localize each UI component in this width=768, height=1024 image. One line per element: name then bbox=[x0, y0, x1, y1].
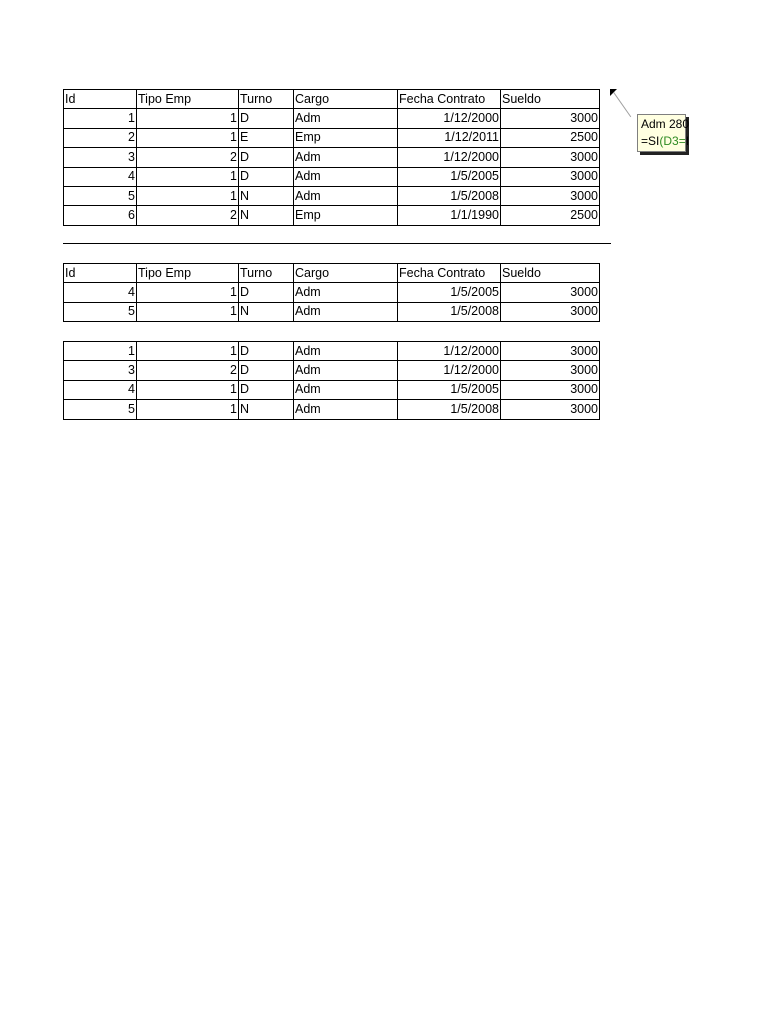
header-turno[interactable]: Turno bbox=[239, 90, 294, 109]
cell-id[interactable]: 6 bbox=[64, 206, 137, 225]
cell-fecha-contrato[interactable]: 1/5/2005 bbox=[398, 167, 501, 186]
cell-sueldo[interactable]: 3000 bbox=[501, 342, 600, 361]
cell-fecha-contrato[interactable]: 1/12/2000 bbox=[398, 342, 501, 361]
cell-cargo[interactable]: Adm bbox=[294, 400, 398, 419]
cell-fecha-contrato[interactable]: 1/12/2011 bbox=[398, 128, 501, 147]
table-row bbox=[64, 361, 600, 380]
cell-tipo-emp[interactable]: 1 bbox=[137, 400, 239, 419]
cell-fecha-contrato[interactable]: 1/12/2000 bbox=[398, 148, 501, 167]
cell-turno[interactable]: D bbox=[239, 167, 294, 186]
table-row bbox=[64, 380, 600, 399]
cell-sueldo[interactable]: 3000 bbox=[501, 283, 600, 302]
formula-open-paren: ( bbox=[659, 134, 664, 148]
cell-cargo[interactable]: Adm bbox=[294, 148, 398, 167]
cell-id[interactable]: 5 bbox=[64, 302, 137, 321]
cell-cargo[interactable]: Adm bbox=[294, 361, 398, 380]
cell-id[interactable]: 4 bbox=[64, 283, 137, 302]
cell-tipo-emp[interactable]: 1 bbox=[137, 109, 239, 128]
cell-turno[interactable]: N bbox=[239, 186, 294, 205]
cell-cargo[interactable]: Adm bbox=[294, 167, 398, 186]
cell-fecha-contrato[interactable]: 1/5/2008 bbox=[398, 186, 501, 205]
cell-id[interactable]: 4 bbox=[64, 380, 137, 399]
cell-id[interactable]: 5 bbox=[64, 186, 137, 205]
cell-turno[interactable]: D bbox=[239, 342, 294, 361]
cell-cargo[interactable]: Adm bbox=[294, 380, 398, 399]
cell-turno[interactable]: E bbox=[239, 128, 294, 147]
cell-fecha-contrato[interactable]: 1/5/2008 bbox=[398, 400, 501, 419]
header-fecha-contrato[interactable]: Fecha Contrato bbox=[398, 264, 501, 283]
cell-id[interactable]: 4 bbox=[64, 167, 137, 186]
cell-sueldo[interactable]: 3000 bbox=[501, 148, 600, 167]
cell-sueldo[interactable]: 3000 bbox=[501, 361, 600, 380]
cell-cargo[interactable]: Adm bbox=[294, 342, 398, 361]
cell-turno[interactable]: D bbox=[239, 361, 294, 380]
header-fecha-contrato[interactable]: Fecha Contrato bbox=[398, 90, 501, 109]
cell-comment-box[interactable] bbox=[637, 114, 690, 152]
cell-turno[interactable]: D bbox=[239, 148, 294, 167]
formula-tail: I bbox=[685, 134, 690, 148]
table-row bbox=[64, 109, 600, 128]
cell-sueldo[interactable]: 3000 bbox=[501, 167, 600, 186]
cell-sueldo[interactable]: 3000 bbox=[501, 400, 600, 419]
cell-tipo-emp[interactable]: 2 bbox=[137, 206, 239, 225]
cell-turno[interactable]: D bbox=[239, 283, 294, 302]
cell-sueldo[interactable]: 3000 bbox=[501, 302, 600, 321]
cell-cargo[interactable]: Adm bbox=[294, 302, 398, 321]
cell-fecha-contrato[interactable]: 1/5/2008 bbox=[398, 302, 501, 321]
table-row bbox=[64, 400, 600, 419]
cell-fecha-contrato[interactable]: 1/12/2000 bbox=[398, 109, 501, 128]
cell-id[interactable]: 1 bbox=[64, 109, 137, 128]
cell-tipo-emp[interactable]: 1 bbox=[137, 283, 239, 302]
cell-sueldo[interactable]: 3000 bbox=[501, 109, 600, 128]
cell-cargo[interactable]: Emp bbox=[294, 128, 398, 147]
filter-result-table-1 bbox=[63, 263, 600, 322]
header-tipo-emp[interactable]: Tipo Emp bbox=[137, 90, 239, 109]
table-row bbox=[64, 302, 600, 321]
formula-reference: D3= bbox=[663, 134, 686, 148]
cell-turno[interactable]: D bbox=[239, 109, 294, 128]
header-id[interactable]: Id bbox=[64, 90, 137, 109]
cell-tipo-emp[interactable]: 1 bbox=[137, 302, 239, 321]
cell-id[interactable]: 2 bbox=[64, 128, 137, 147]
comment-text-line-1: Adm 280 bbox=[641, 117, 690, 131]
table-header-row bbox=[64, 90, 600, 109]
cell-tipo-emp[interactable]: 1 bbox=[137, 186, 239, 205]
cell-tipo-emp[interactable]: 2 bbox=[137, 361, 239, 380]
cell-tipo-emp[interactable]: 1 bbox=[137, 167, 239, 186]
cell-cargo[interactable]: Emp bbox=[294, 206, 398, 225]
employees-table bbox=[63, 89, 600, 226]
cell-sueldo[interactable]: 3000 bbox=[501, 186, 600, 205]
header-sueldo[interactable]: Sueldo bbox=[501, 264, 600, 283]
header-sueldo[interactable]: Sueldo bbox=[501, 90, 600, 109]
cell-id[interactable]: 5 bbox=[64, 400, 137, 419]
cell-id[interactable]: 3 bbox=[64, 148, 137, 167]
header-cargo[interactable]: Cargo bbox=[294, 90, 398, 109]
filter-result-table-2 bbox=[63, 341, 600, 420]
cell-tipo-emp[interactable]: 2 bbox=[137, 148, 239, 167]
table-row bbox=[64, 206, 600, 225]
formula-function: =SI bbox=[641, 134, 660, 148]
cell-id[interactable]: 3 bbox=[64, 361, 137, 380]
cell-fecha-contrato[interactable]: 1/1/1990 bbox=[398, 206, 501, 225]
cell-fecha-contrato[interactable]: 1/5/2005 bbox=[398, 380, 501, 399]
header-cargo[interactable]: Cargo bbox=[294, 264, 398, 283]
comment-formula-line bbox=[641, 133, 690, 150]
cell-turno[interactable]: N bbox=[239, 302, 294, 321]
cell-cargo[interactable]: Adm bbox=[294, 283, 398, 302]
cell-sueldo[interactable]: 2500 bbox=[501, 128, 600, 147]
cell-turno[interactable]: N bbox=[239, 400, 294, 419]
cell-turno[interactable]: D bbox=[239, 380, 294, 399]
cell-id[interactable]: 1 bbox=[64, 342, 137, 361]
comment-connector-line bbox=[613, 92, 631, 117]
cell-tipo-emp[interactable]: 1 bbox=[137, 342, 239, 361]
table-row bbox=[64, 186, 600, 205]
table-row bbox=[64, 342, 600, 361]
cell-tipo-emp[interactable]: 1 bbox=[137, 380, 239, 399]
table-row bbox=[64, 283, 600, 302]
cell-tipo-emp[interactable]: 1 bbox=[137, 128, 239, 147]
cell-sueldo[interactable]: 2500 bbox=[501, 206, 600, 225]
cell-cargo[interactable]: Adm bbox=[294, 186, 398, 205]
header-tipo-emp[interactable]: Tipo Emp bbox=[137, 264, 239, 283]
table-header-row bbox=[64, 264, 600, 283]
cell-sueldo[interactable]: 3000 bbox=[501, 380, 600, 399]
cell-turno[interactable]: N bbox=[239, 206, 294, 225]
cell-fecha-contrato[interactable]: 1/12/2000 bbox=[398, 361, 501, 380]
header-turno[interactable]: Turno bbox=[239, 264, 294, 283]
header-id[interactable]: Id bbox=[64, 264, 137, 283]
cell-cargo[interactable]: Adm bbox=[294, 109, 398, 128]
table-row bbox=[64, 167, 600, 186]
table-row bbox=[64, 128, 600, 147]
cell-fecha-contrato[interactable]: 1/5/2005 bbox=[398, 283, 501, 302]
section-divider bbox=[63, 243, 611, 244]
table-row bbox=[64, 148, 600, 167]
